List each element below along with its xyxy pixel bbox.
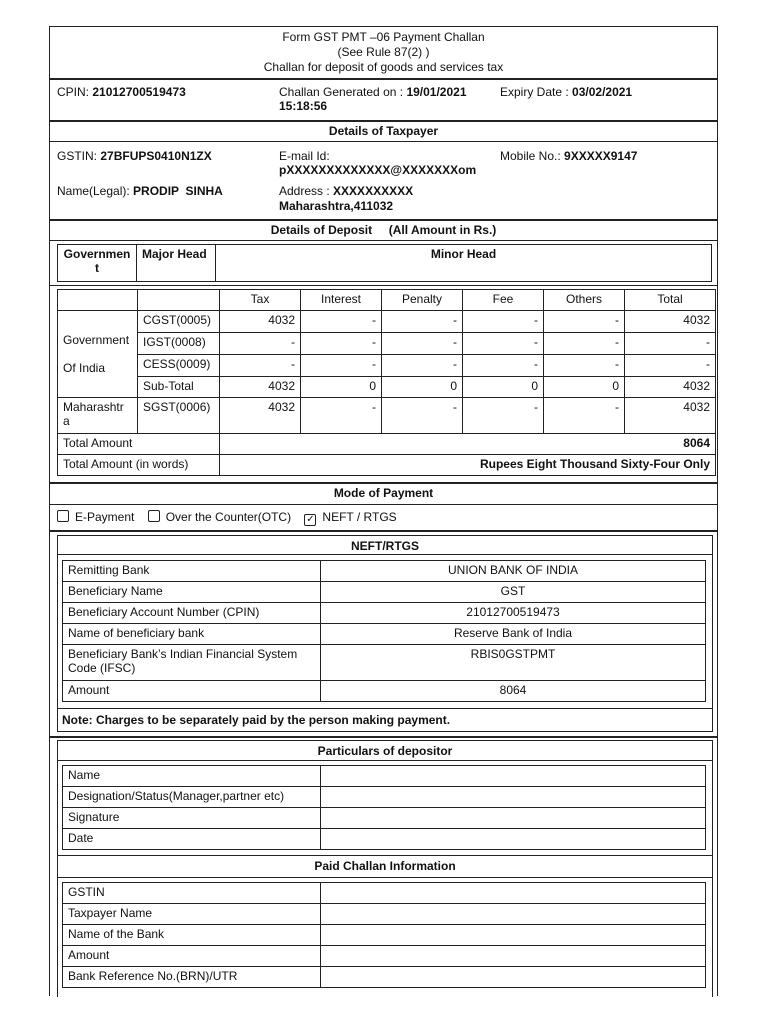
cell: 4032 bbox=[625, 311, 716, 333]
head-major: Major Head bbox=[137, 245, 216, 282]
email-label: E-mail Id: bbox=[279, 149, 330, 163]
cell: - bbox=[625, 333, 716, 355]
generated-time: 15:18:56 bbox=[279, 99, 328, 113]
row-value: 8064 bbox=[321, 681, 706, 702]
row-value: UNION BANK OF INDIA bbox=[321, 561, 706, 582]
deposit-table bbox=[57, 289, 716, 476]
total-words-row bbox=[58, 455, 716, 476]
table-row bbox=[63, 883, 706, 904]
gov-line1: Government bbox=[63, 333, 130, 347]
table-row bbox=[63, 681, 706, 702]
cpin-value: 21012700519473 bbox=[92, 85, 186, 99]
cell: - bbox=[382, 355, 463, 377]
cell: - bbox=[301, 311, 382, 333]
total-amount-row bbox=[58, 434, 716, 455]
table-row bbox=[63, 829, 706, 850]
cell: 0 bbox=[463, 377, 544, 398]
cell: 4032 bbox=[220, 377, 301, 398]
cell: - bbox=[463, 311, 544, 333]
row-head: CESS(0009) bbox=[138, 355, 220, 377]
gstin-label: GSTIN: bbox=[57, 149, 98, 163]
cell: - bbox=[220, 355, 301, 377]
paid-taxpayer-name-field[interactable] bbox=[321, 904, 706, 925]
form-rule: (See Rule 87(2) ) bbox=[337, 45, 430, 59]
row-label: Amount bbox=[63, 681, 321, 702]
cell: 0 bbox=[301, 377, 382, 398]
challan-generated bbox=[279, 85, 504, 113]
cell: - bbox=[463, 333, 544, 355]
form-subtitle: Challan for deposit of goods and services tax bbox=[263, 60, 504, 74]
deposit-columns-row bbox=[58, 290, 716, 311]
row-head: SGST(0006) bbox=[138, 398, 220, 434]
address-line2: Maharashtra,411032 bbox=[279, 199, 394, 213]
total-amount-label: Total Amount bbox=[58, 434, 220, 455]
legal-name bbox=[57, 184, 223, 198]
name-value: PRODIP SINHA bbox=[133, 184, 223, 198]
gstin-value: 27BFUPS0410N1ZX bbox=[100, 149, 212, 163]
paid-taxpayer-name-label: Taxpayer Name bbox=[63, 904, 321, 925]
date-label: Date bbox=[63, 829, 321, 850]
generated-label: Challan Generated on : bbox=[279, 85, 404, 99]
table-row bbox=[63, 904, 706, 925]
head-minor: Minor Head bbox=[216, 245, 712, 282]
row-head: CGST(0005) bbox=[138, 311, 220, 333]
designation-label: Designation/Status(Manager,partner etc) bbox=[63, 787, 321, 808]
row-value: Reserve Bank of India bbox=[321, 624, 706, 645]
col-tax: Tax bbox=[220, 290, 301, 311]
cell: - bbox=[382, 398, 463, 434]
table-row bbox=[63, 967, 706, 988]
paid-brn-label: Bank Reference No.(BRN)/UTR bbox=[63, 967, 321, 988]
table-row bbox=[63, 582, 706, 603]
address-line1: XXXXXXXXXX bbox=[333, 184, 414, 198]
total-words-label: Total Amount (in words) bbox=[58, 455, 220, 476]
cell: - bbox=[463, 355, 544, 377]
designation-field[interactable] bbox=[321, 787, 706, 808]
state-name: Maharashtr a bbox=[58, 398, 138, 434]
challan-form bbox=[49, 26, 718, 996]
table-row bbox=[63, 787, 706, 808]
table-row bbox=[63, 624, 706, 645]
date-field[interactable] bbox=[321, 829, 706, 850]
option-label: E-Payment bbox=[75, 510, 135, 524]
total-words-value: Rupees Eight Thousand Sixty-Four Only bbox=[220, 455, 716, 476]
col-penalty: Penalty bbox=[382, 290, 463, 311]
cell: - bbox=[382, 333, 463, 355]
row-label: Beneficiary Bank’s Indian Financial System Code (IFSC) bbox=[63, 645, 321, 681]
table-row bbox=[63, 808, 706, 829]
cell: 0 bbox=[544, 377, 625, 398]
cell: 4032 bbox=[625, 377, 716, 398]
row-value: GST bbox=[321, 582, 706, 603]
paid-amount-label: Amount bbox=[63, 946, 321, 967]
paid-amount-field[interactable] bbox=[321, 946, 706, 967]
table-row bbox=[63, 603, 706, 624]
gov-line2: Of India bbox=[63, 361, 106, 375]
paid-challan-title: Paid Challan Information bbox=[314, 859, 456, 873]
address-label: Address : bbox=[279, 184, 330, 198]
table-row bbox=[63, 946, 706, 967]
cell: 0 bbox=[382, 377, 463, 398]
col-others: Others bbox=[544, 290, 625, 311]
row-head: Sub-Total bbox=[138, 377, 220, 398]
table-row bbox=[58, 355, 716, 377]
total-amount-value: 8064 bbox=[220, 434, 716, 455]
cell: - bbox=[463, 398, 544, 434]
cell: 4032 bbox=[220, 311, 301, 333]
gstin bbox=[57, 149, 212, 163]
table-row bbox=[63, 766, 706, 787]
table-row bbox=[63, 925, 706, 946]
depositor-table bbox=[62, 765, 706, 850]
cpin-label: CPIN: bbox=[57, 85, 90, 99]
checked-checkbox-icon[interactable]: ✓ bbox=[306, 514, 315, 525]
name-label: Name(Legal): bbox=[57, 184, 130, 198]
cell: - bbox=[301, 355, 382, 377]
col-fee: Fee bbox=[463, 290, 544, 311]
payment-mode-title: Mode of Payment bbox=[333, 486, 434, 500]
cell: 4032 bbox=[220, 398, 301, 434]
option-label: Over the Counter(OTC) bbox=[165, 510, 292, 524]
deposit-head-table bbox=[57, 244, 712, 282]
depositor-name-field[interactable] bbox=[321, 766, 706, 787]
cell: - bbox=[301, 398, 382, 434]
row-label: Beneficiary Account Number (CPIN) bbox=[63, 603, 321, 624]
form-header bbox=[50, 30, 717, 75]
cell: - bbox=[301, 333, 382, 355]
option-otc[interactable] bbox=[148, 510, 305, 524]
expiry-date bbox=[500, 85, 632, 99]
row-value: RBIS0GSTPMT bbox=[321, 645, 706, 681]
mobile bbox=[500, 149, 637, 163]
neft-title: NEFT/RTGS bbox=[351, 539, 419, 553]
col-interest: Interest bbox=[301, 290, 382, 311]
paid-bank-name-label: Name of the Bank bbox=[63, 925, 321, 946]
charges-note: Note: Charges to be separately paid by the person making payment. bbox=[62, 713, 451, 727]
mobile-label: Mobile No.: bbox=[500, 149, 561, 163]
email-value: pXXXXXXXXXXXXX@XXXXXXXom bbox=[279, 163, 477, 177]
depositor-name-label: Name bbox=[63, 766, 321, 787]
form-title: Form GST PMT –06 Payment Challan bbox=[282, 30, 485, 44]
table-row bbox=[63, 561, 706, 582]
address bbox=[279, 184, 413, 214]
table-row bbox=[58, 398, 716, 434]
paid-gstin-field[interactable] bbox=[321, 883, 706, 904]
table-row bbox=[58, 333, 716, 355]
col-total: Total bbox=[625, 290, 716, 311]
mobile-value: 9XXXXX9147 bbox=[564, 149, 638, 163]
neft-table bbox=[62, 560, 706, 702]
table-row bbox=[63, 645, 706, 681]
cell: - bbox=[544, 311, 625, 333]
cell: - bbox=[544, 398, 625, 434]
signature-field[interactable] bbox=[321, 808, 706, 829]
cpin bbox=[57, 85, 186, 99]
option-e-payment[interactable] bbox=[57, 510, 148, 524]
deposit-section-title: Details of Deposit (All Amount in Rs.) bbox=[270, 223, 497, 237]
row-head: IGST(0008) bbox=[138, 333, 220, 355]
depositor-title: Particulars of depositor bbox=[317, 744, 453, 758]
paid-brn-field[interactable] bbox=[321, 967, 706, 988]
cell: - bbox=[544, 355, 625, 377]
cell: 4032 bbox=[625, 398, 716, 434]
cell: - bbox=[625, 355, 716, 377]
head-government: Governmen t bbox=[58, 245, 137, 282]
checkbox-icon[interactable] bbox=[57, 510, 69, 522]
expiry-value: 03/02/2021 bbox=[572, 85, 633, 99]
checkbox-icon[interactable] bbox=[148, 510, 160, 522]
paid-challan-table bbox=[62, 882, 706, 988]
paid-bank-name-field[interactable] bbox=[321, 925, 706, 946]
signature-label: Signature bbox=[63, 808, 321, 829]
table-row bbox=[58, 377, 716, 398]
email bbox=[279, 149, 476, 177]
row-label: Name of beneficiary bank bbox=[63, 624, 321, 645]
generated-date: 19/01/2021 bbox=[406, 85, 467, 99]
option-label: NEFT / RTGS bbox=[322, 510, 397, 524]
option-neft-rtgs[interactable] bbox=[304, 510, 406, 524]
expiry-label: Expiry Date : bbox=[500, 85, 569, 99]
government-of-india bbox=[58, 311, 138, 398]
payment-mode-options bbox=[57, 510, 407, 526]
taxpayer-section-title: Details of Taxpayer bbox=[328, 124, 439, 138]
row-label: Remitting Bank bbox=[63, 561, 321, 582]
paid-gstin-label: GSTIN bbox=[63, 883, 321, 904]
cell: - bbox=[544, 333, 625, 355]
row-value: 21012700519473 bbox=[321, 603, 706, 624]
row-label: Beneficiary Name bbox=[63, 582, 321, 603]
table-row bbox=[58, 311, 716, 333]
cell: - bbox=[382, 311, 463, 333]
cell: - bbox=[220, 333, 301, 355]
